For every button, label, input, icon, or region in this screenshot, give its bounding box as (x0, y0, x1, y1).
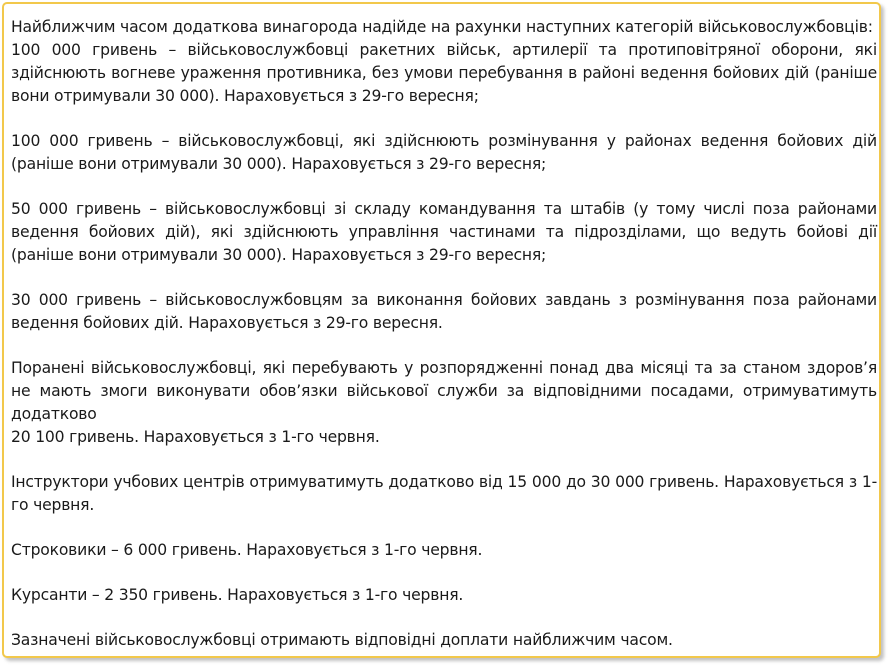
paragraph-command-staff: 50 000 гривень – військовослужбовці зі складу командування та штабів (у тому числі поза районами ведення бойових дій), які здійснюють управління частинами та підрозділами, що ведуть бойові дії (раніше вони отримували 30 000). Нараховується з 29-го вересня; (11, 200, 877, 264)
paragraph-wounded (11, 357, 877, 449)
paragraph-conscripts: Строковики – 6 000 гривень. Нараховується з 1-го червня. (11, 541, 483, 559)
wounded-text: Поранені військовослужбовці, які перебувають у розпорядженні понад два місяці та за станом здоров’я не мають змоги виконувати обов’язки військової служби за відповідними посадами, отримуватимуть додатково (11, 359, 877, 423)
paragraph-closing: Зазначені військовослужбовці отримають відповідні доплати найближчим часом. (11, 631, 673, 649)
document-frame (2, 2, 881, 658)
paragraph-missile-artillery: 100 000 гривень – військовослужбовці ракетних військ, артилерії та протиповітряної оборони, які здійснюють вогневе ураження противника, без умови перебування в районі ведення бойових дій (раніше вони отримували 30 000). Нараховується з 29-го вересня; (11, 41, 877, 105)
wounded-amount: 20 100 гривень. Нараховується з 1-го червня. (11, 428, 380, 446)
paragraph-demining-combat: 100 000 гривень – військовослужбовці, які здійснюють розмінування у районах ведення бойових дій (раніше вони отримували 30 000). Нараховується з 29-го вересня; (11, 132, 877, 173)
paragraph-instructors: Інструктори учбових центрів отримуватимуть додатково від 15 000 до 30 000 гривень. Нараховується з 1-го червня. (11, 473, 877, 514)
paragraph-demining-noncombat: 30 000 гривень – військовослужбовцям за виконання бойових завдань з розмінування поза районами ведення бойових дій. Нараховується з 29-го вересня. (11, 291, 877, 332)
intro-text: Найближчим часом додаткова винагорода надійде на рахунки наступних категорій військовослужбовців: (11, 18, 873, 36)
paragraph-cadets: Курсанти – 2 350 гривень. Нараховується з 1-го червня. (11, 586, 464, 604)
document-body (11, 16, 877, 658)
